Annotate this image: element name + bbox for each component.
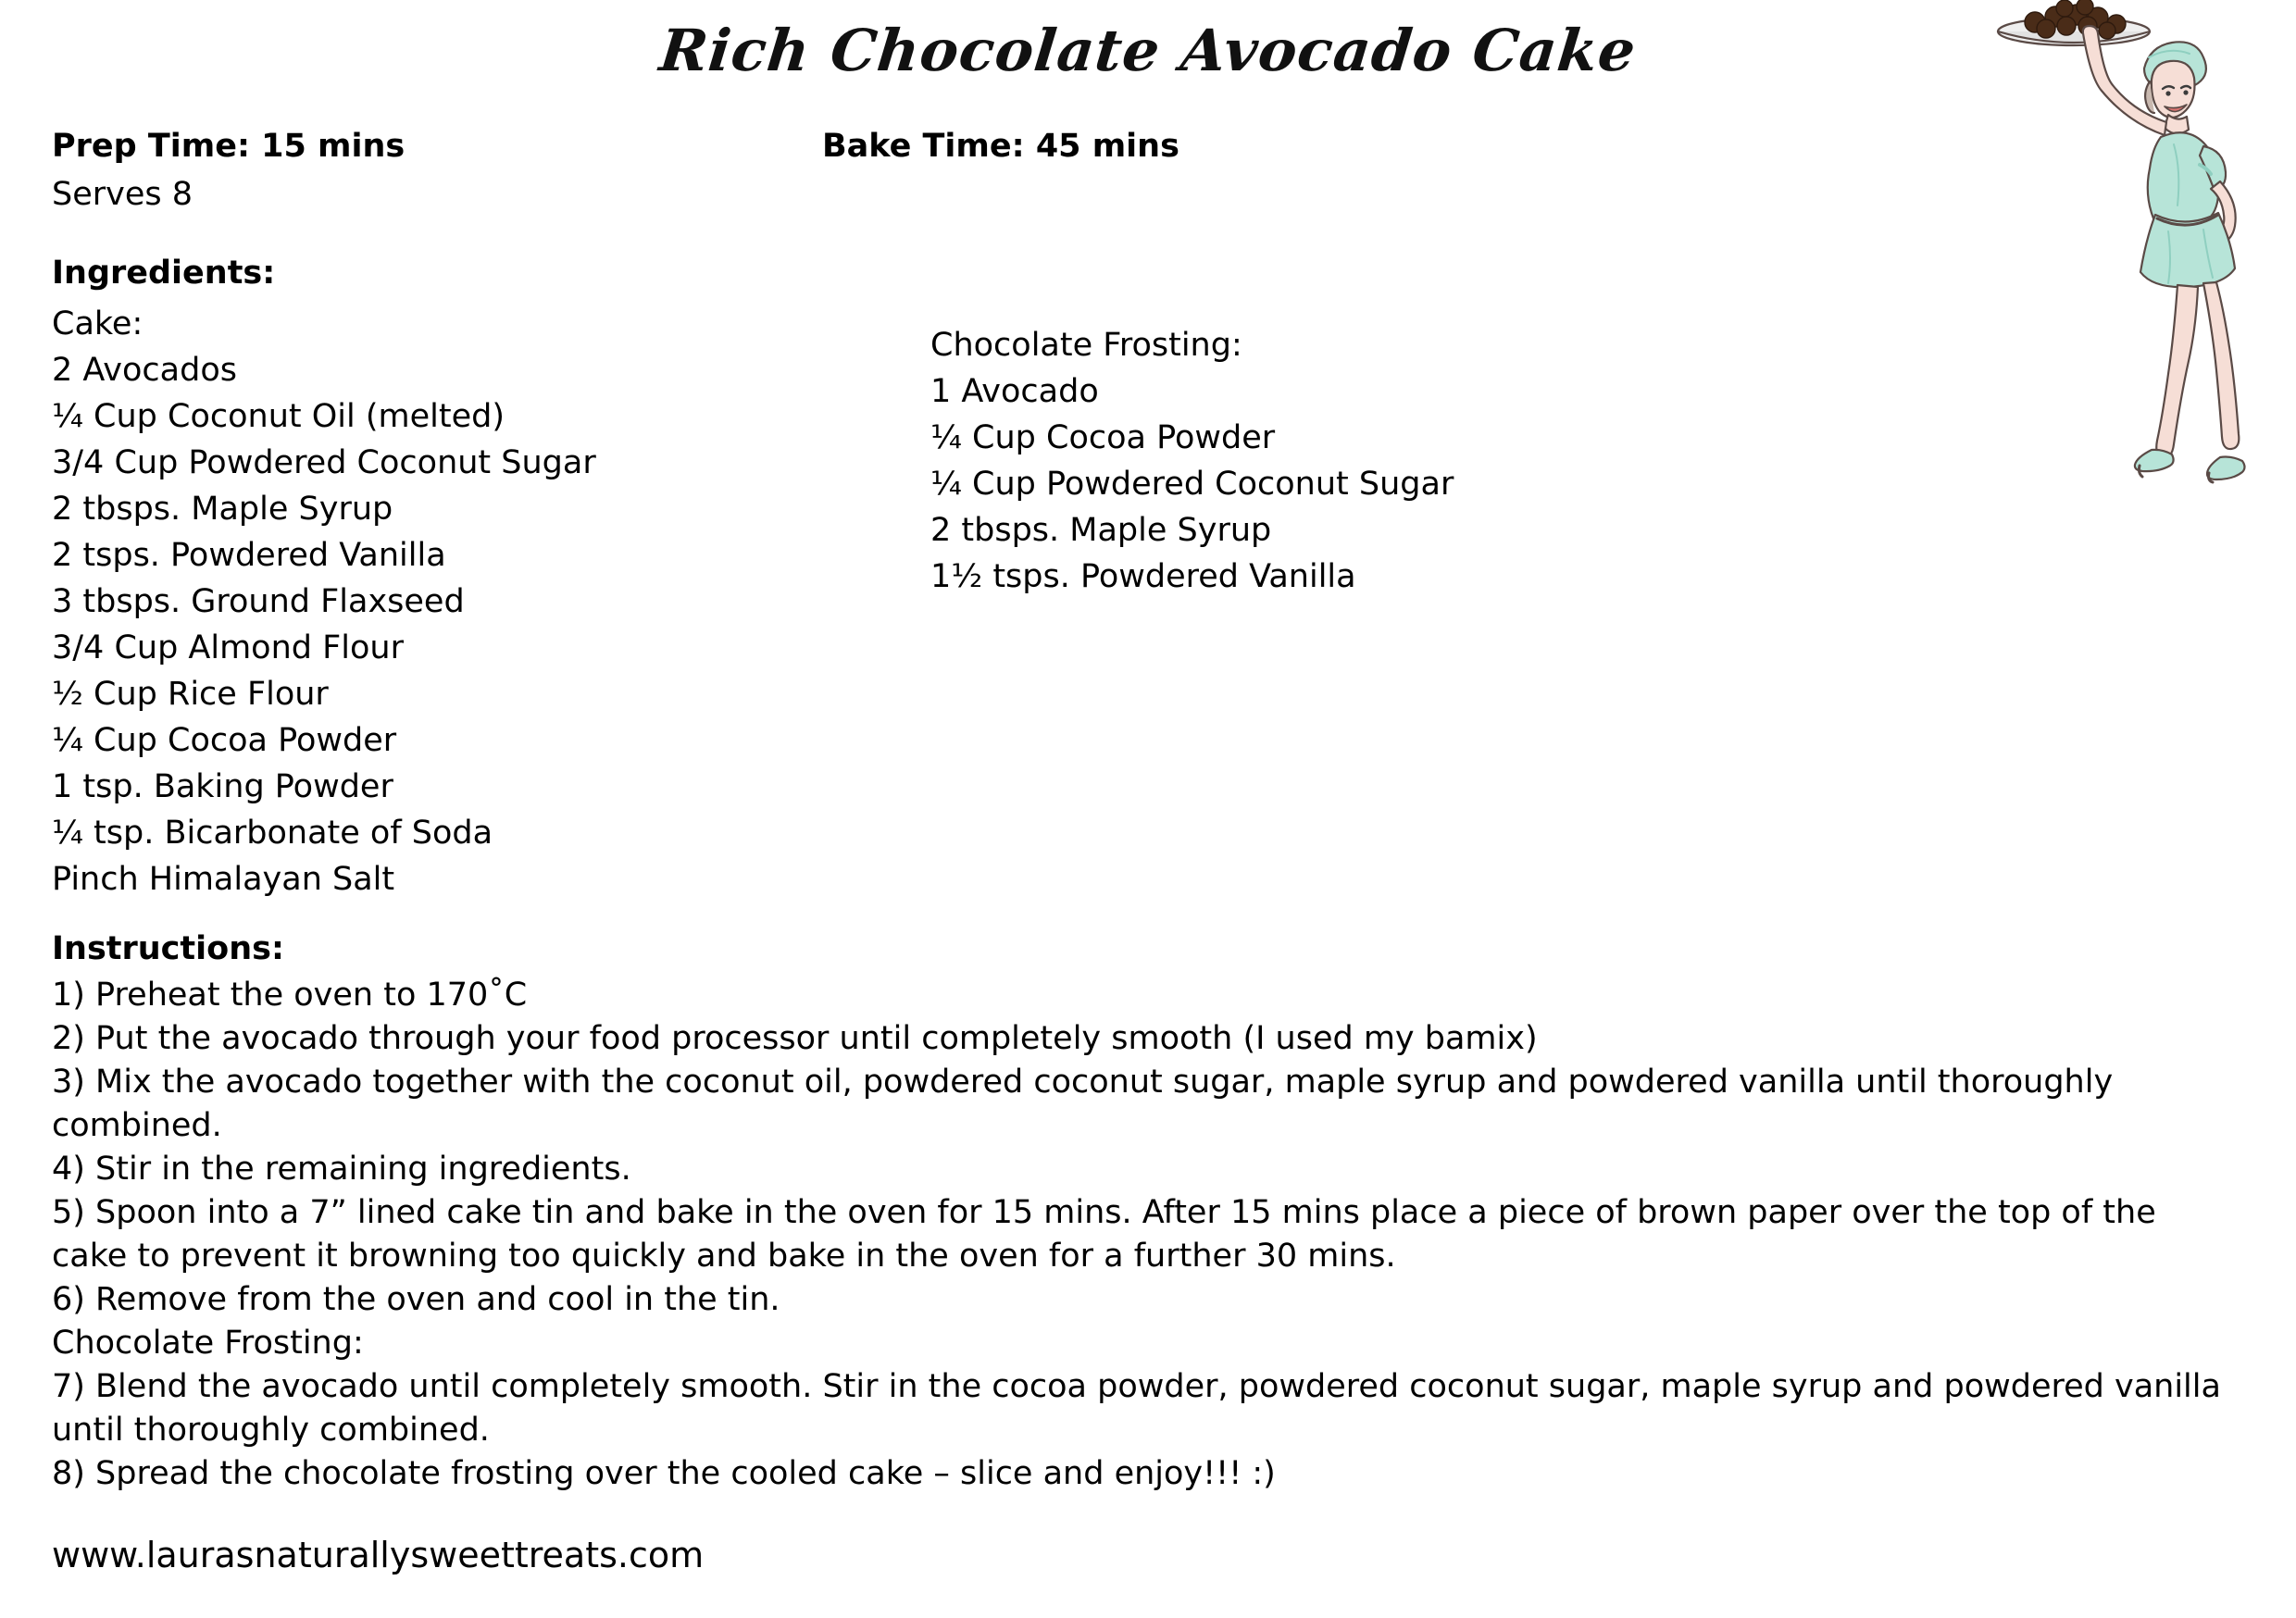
instruction-step: 2) Put the avocado through your food processor until completely smooth (I used my bamix) <box>52 1020 1538 1057</box>
list-item: 3/4 Cup Powdered Coconut Sugar <box>52 444 596 481</box>
page-title: Rich Chocolate Avocado Cake <box>656 17 1640 84</box>
instruction-step: 7) Blend the avocado until completely smooth. Stir in the cocoa powder, powdered coconut sugar, maple syrup and powdered vanilla until thoroughly combined. <box>52 1368 2221 1449</box>
list-item: 1 Avocado <box>930 373 1099 410</box>
list-item: ¼ tsp. Bicarbonate of Soda <box>52 815 493 852</box>
list-item: ½ Cup Rice Flour <box>52 676 329 713</box>
prep-time-label: Prep Time: 15 mins <box>52 128 406 165</box>
cake-ingredients-label: Cake: <box>52 305 144 342</box>
website-url: www.laurasnaturallysweettreats.com <box>52 1535 705 1575</box>
list-item: ¼ Cup Cocoa Powder <box>930 419 1276 456</box>
list-item: 1 tsp. Baking Powder <box>52 768 393 805</box>
list-item: 1½ tsps. Powdered Vanilla <box>930 558 1356 595</box>
list-item: 3 tbsps. Ground Flaxseed <box>52 583 465 620</box>
pin-up-waitress-with-tray-illustration <box>1926 0 2287 703</box>
list-item: Pinch Himalayan Salt <box>52 861 395 898</box>
frosting-ingredients-label: Chocolate Frosting: <box>930 327 1242 364</box>
frosting-ingredients-list <box>930 322 1454 600</box>
instruction-step: 6) Remove from the oven and cool in the tin. <box>52 1281 780 1318</box>
ingredients-heading: Ingredients: <box>52 255 276 292</box>
list-item: 2 tbsps. Maple Syrup <box>930 512 1272 549</box>
instruction-subheading: Chocolate Frosting: <box>52 1325 364 1362</box>
instruction-step: 8) Spread the chocolate frosting over the cooled cake – slice and enjoy!!! :) <box>52 1455 1276 1492</box>
list-item: 2 Avocados <box>52 352 237 389</box>
instruction-step: 5) Spoon into a 7” lined cake tin and bake in the oven for 15 mins. After 15 mins place a piece of brown paper over the top of the cake to prevent it browning too quickly and bake in the oven for a further 30 mins. <box>52 1194 2156 1275</box>
list-item: ¼ Cup Powdered Coconut Sugar <box>930 466 1454 503</box>
instruction-step: 3) Mix the avocado together with the coconut oil, powdered coconut sugar, maple syrup and powdered vanilla until thoroughly combined. <box>52 1064 2114 1144</box>
instruction-step: 4) Stir in the remaining ingredients. <box>52 1151 631 1188</box>
instructions-heading: Instructions: <box>52 930 284 967</box>
list-item: ¼ Cup Coconut Oil (melted) <box>52 398 505 435</box>
list-item: 2 tbsps. Maple Syrup <box>52 491 393 528</box>
serves-label: Serves 8 <box>52 176 193 213</box>
instruction-step: 1) Preheat the oven to 170˚C <box>52 977 528 1014</box>
instructions-list <box>52 974 2223 1496</box>
list-item: 3/4 Cup Almond Flour <box>52 629 404 666</box>
list-item: 2 tsps. Powdered Vanilla <box>52 537 446 574</box>
bake-time-label: Bake Time: 45 mins <box>822 128 1179 165</box>
list-item: ¼ Cup Cocoa Powder <box>52 722 397 759</box>
cake-ingredients-list <box>52 301 596 902</box>
